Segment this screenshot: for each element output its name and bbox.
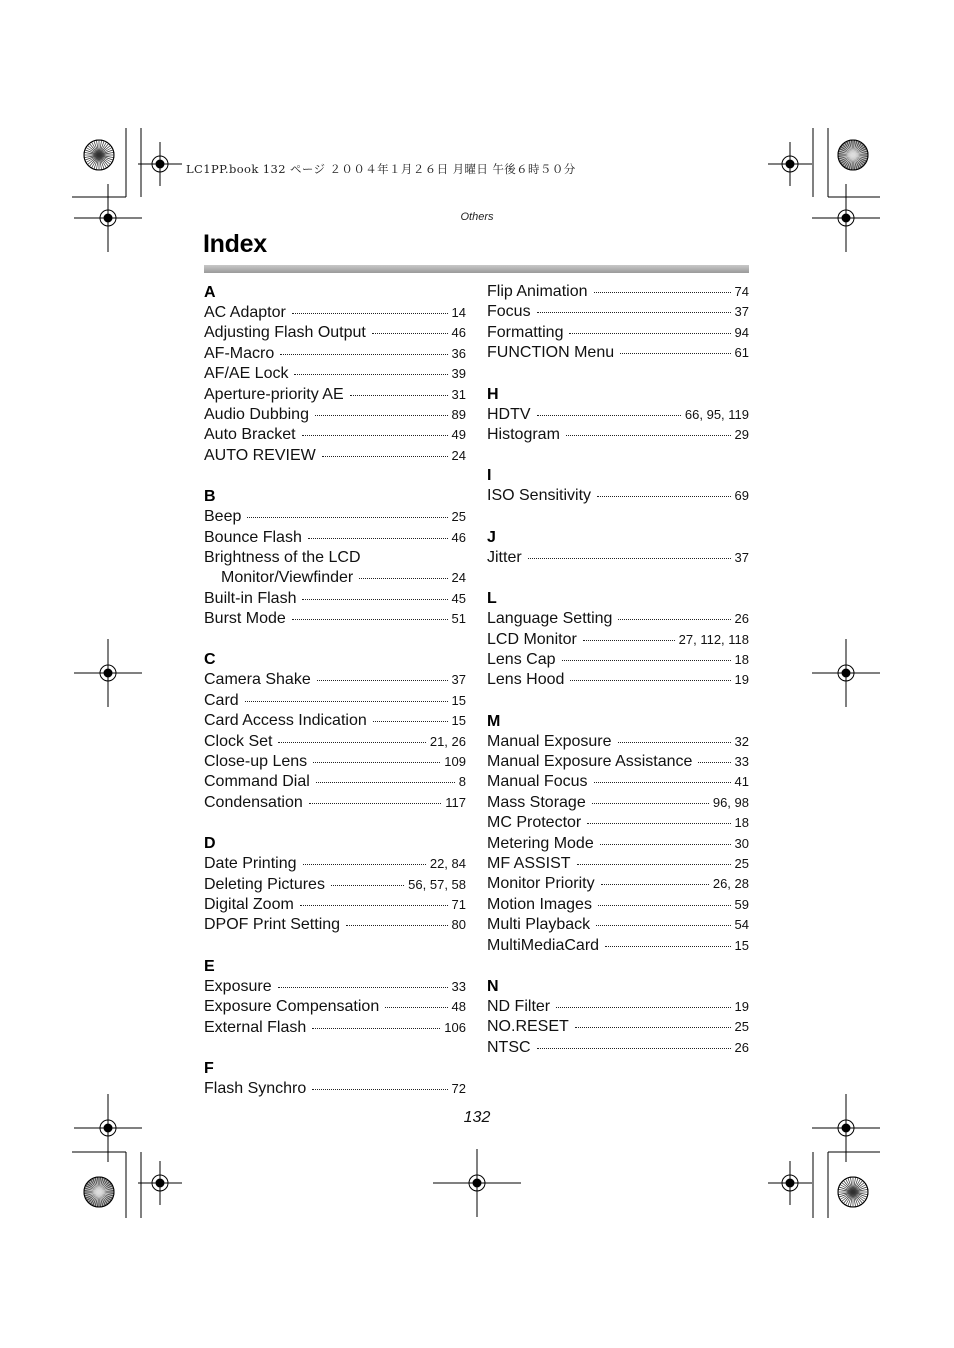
starburst-mark bbox=[84, 1177, 114, 1207]
registration-mark bbox=[138, 142, 182, 186]
index-letter-heading: B bbox=[204, 488, 216, 506]
index-page-refs: 21, 26 bbox=[429, 733, 466, 749]
index-term: Exposure bbox=[204, 977, 272, 995]
index-page-refs: 41 bbox=[734, 774, 749, 790]
index-page-refs: 71 bbox=[451, 896, 466, 912]
index-page-refs: 56, 57, 58 bbox=[408, 876, 466, 892]
index-page-refs: 26, 28 bbox=[712, 876, 749, 892]
index-page-refs: 37 bbox=[451, 672, 466, 688]
index-page-refs: 33 bbox=[451, 978, 466, 994]
index-page-refs: 18 bbox=[734, 651, 749, 667]
index-page-refs: 80 bbox=[451, 917, 466, 933]
registration-mark bbox=[138, 1161, 182, 1205]
index-term: Built-in Flash bbox=[204, 589, 297, 607]
index-term: Deleting Pictures bbox=[204, 875, 325, 893]
index-page-refs: 39 bbox=[451, 366, 466, 382]
index-page-refs: 54 bbox=[734, 917, 749, 933]
index-letter-heading: J bbox=[487, 528, 496, 546]
index-page-refs: 36 bbox=[451, 345, 466, 361]
index-term: MC Protector bbox=[487, 814, 582, 832]
index-letter-heading: C bbox=[204, 651, 216, 669]
index-term: Flip Animation bbox=[487, 283, 588, 300]
index-term: LCD Monitor bbox=[487, 630, 577, 648]
starburst-mark bbox=[838, 140, 868, 170]
index-term: Date Printing bbox=[204, 855, 297, 873]
index-page-refs: 32 bbox=[734, 733, 749, 749]
index-letter-heading: H bbox=[487, 385, 499, 403]
registration-mark bbox=[812, 184, 880, 252]
index-term: ISO Sensitivity bbox=[487, 487, 592, 505]
index-term: Histogram bbox=[487, 425, 560, 443]
index-page-refs: 45 bbox=[451, 590, 466, 606]
index-page-refs: 8 bbox=[458, 774, 466, 790]
index-term: Digital Zoom bbox=[204, 895, 294, 913]
index-term: Manual Focus bbox=[487, 773, 588, 791]
index-page-refs: 61 bbox=[734, 345, 749, 361]
index-term: Bounce Flash bbox=[204, 528, 302, 546]
index-term: Metering Mode bbox=[487, 834, 594, 852]
index-term: Close-up Lens bbox=[204, 753, 308, 771]
index-page-refs: 25 bbox=[451, 509, 466, 525]
index-page-refs: 69 bbox=[734, 488, 749, 504]
index-page-refs: 19 bbox=[734, 672, 749, 688]
index-letter-heading: D bbox=[204, 835, 216, 853]
index-term: FUNCTION Menu bbox=[487, 344, 615, 362]
index-term: Exposure Compensation bbox=[204, 998, 380, 1016]
section-label: Others bbox=[460, 211, 494, 223]
index-page-refs: 27, 112, 118 bbox=[678, 631, 749, 647]
index-letter-heading: E bbox=[204, 957, 215, 975]
index-term: Adjusting Flash Output bbox=[204, 324, 366, 342]
starburst-mark bbox=[838, 1177, 868, 1207]
index-page-refs: 96, 98 bbox=[712, 794, 749, 810]
index-term: Aperture-priority AE bbox=[204, 385, 344, 403]
index-term: Condensation bbox=[204, 793, 303, 811]
index-page-refs: 24 bbox=[451, 570, 466, 586]
index-term: Burst Mode bbox=[204, 610, 286, 628]
index-page-refs: 25 bbox=[734, 1019, 749, 1035]
index-letter-heading: A bbox=[204, 284, 216, 301]
index-page-refs: 31 bbox=[451, 386, 466, 402]
index-term: Card Access Indication bbox=[204, 712, 367, 730]
index-page-refs: 30 bbox=[734, 835, 749, 851]
index-term: Lens Hood bbox=[487, 671, 565, 689]
index-page-refs: 14 bbox=[451, 305, 466, 320]
index-term: Audio Dubbing bbox=[204, 405, 309, 423]
index-term: NTSC bbox=[487, 1038, 531, 1056]
print-header: LC1PP.book 132 ページ ２００４年１月２６日 月曜日 午後６時５０分 bbox=[186, 162, 576, 176]
index-letter-heading: M bbox=[487, 712, 501, 730]
index-page-refs: 26 bbox=[734, 1039, 749, 1055]
index-page-refs: 49 bbox=[451, 427, 466, 443]
registration-mark bbox=[812, 639, 880, 707]
index-term: Monitor Priority bbox=[487, 875, 595, 893]
index-term: MultiMediaCard bbox=[487, 936, 600, 954]
index-term: AC Adaptor bbox=[204, 304, 286, 321]
index-page-refs: 59 bbox=[734, 896, 749, 912]
index-page-refs: 15 bbox=[451, 713, 466, 729]
index-term: AF-Macro bbox=[204, 344, 275, 362]
index-term: Flash Synchro bbox=[204, 1079, 307, 1097]
index-page-refs: 46 bbox=[451, 325, 466, 341]
registration-mark bbox=[768, 1161, 812, 1205]
index-term: External Flash bbox=[204, 1018, 307, 1036]
index-page-refs: 72 bbox=[451, 1080, 466, 1096]
index-page-refs: 18 bbox=[734, 815, 749, 831]
index-term: Brightness of the LCD bbox=[204, 548, 361, 566]
registration-mark bbox=[74, 639, 142, 707]
index-term: ND Filter bbox=[487, 997, 551, 1015]
index-term: Focus bbox=[487, 303, 531, 321]
index-page-refs: 26 bbox=[734, 611, 749, 627]
index-term: Jitter bbox=[487, 548, 522, 566]
index-page-refs: 89 bbox=[451, 406, 466, 422]
page-number: 132 bbox=[463, 1109, 491, 1126]
index-page-refs: 48 bbox=[451, 999, 466, 1015]
index-term: AF/AE Lock bbox=[204, 365, 289, 383]
index-term: Motion Images bbox=[487, 895, 592, 913]
index-page-refs: 106 bbox=[444, 1019, 466, 1035]
index-term: NO.RESET bbox=[487, 1018, 569, 1036]
index-letter-heading: I bbox=[487, 467, 492, 485]
index-page-refs: 66, 95, 119 bbox=[684, 406, 749, 422]
index-term: Command Dial bbox=[204, 773, 310, 791]
index-page-refs: 51 bbox=[451, 611, 466, 627]
index-term: Monitor/Viewfinder bbox=[221, 569, 354, 587]
index-term: MF ASSIST bbox=[487, 855, 571, 873]
index-page-refs: 19 bbox=[734, 998, 749, 1014]
index-term: Mass Storage bbox=[487, 793, 586, 811]
index-term: Manual Exposure Assistance bbox=[487, 753, 693, 771]
registration-mark bbox=[74, 184, 142, 252]
index-term: Language Setting bbox=[487, 610, 613, 628]
index-page-refs: 24 bbox=[451, 447, 466, 463]
index-page-refs: 74 bbox=[734, 284, 749, 299]
index-letter-heading: N bbox=[487, 977, 499, 995]
index-term: DPOF Print Setting bbox=[204, 916, 341, 934]
index-term: Beep bbox=[204, 508, 242, 526]
index-term: Card bbox=[204, 691, 239, 709]
index-page-refs: 37 bbox=[734, 304, 749, 320]
index-page-refs: 25 bbox=[734, 856, 749, 872]
index-page-refs: 33 bbox=[734, 754, 749, 770]
index-letter-heading: F bbox=[204, 1059, 214, 1077]
index-term: Clock Set bbox=[204, 732, 273, 750]
index-term: Formatting bbox=[487, 323, 564, 341]
page-title: Index bbox=[203, 230, 267, 258]
starburst-mark bbox=[84, 140, 114, 170]
index-page-refs: 117 bbox=[445, 794, 466, 810]
index-page-refs: 109 bbox=[444, 754, 466, 770]
index-page-refs: 37 bbox=[734, 549, 749, 565]
index-page-refs: 22, 84 bbox=[429, 856, 466, 872]
index-term: Manual Exposure bbox=[487, 732, 612, 750]
index-page-refs: 29 bbox=[734, 426, 749, 442]
index-term: Camera Shake bbox=[204, 671, 311, 689]
registration-mark bbox=[768, 142, 812, 186]
index-page-refs: 15 bbox=[451, 692, 466, 708]
index-term: AUTO REVIEW bbox=[204, 446, 316, 464]
index-term: Auto Bracket bbox=[204, 426, 296, 444]
index-page-refs: 15 bbox=[734, 937, 749, 953]
index-page-refs: 94 bbox=[734, 324, 749, 340]
index-term: Multi Playback bbox=[487, 916, 591, 934]
index-page-refs: 46 bbox=[451, 529, 466, 545]
index-term: HDTV bbox=[487, 405, 531, 423]
index-term: Lens Cap bbox=[487, 650, 556, 668]
index-letter-heading: L bbox=[487, 590, 497, 608]
